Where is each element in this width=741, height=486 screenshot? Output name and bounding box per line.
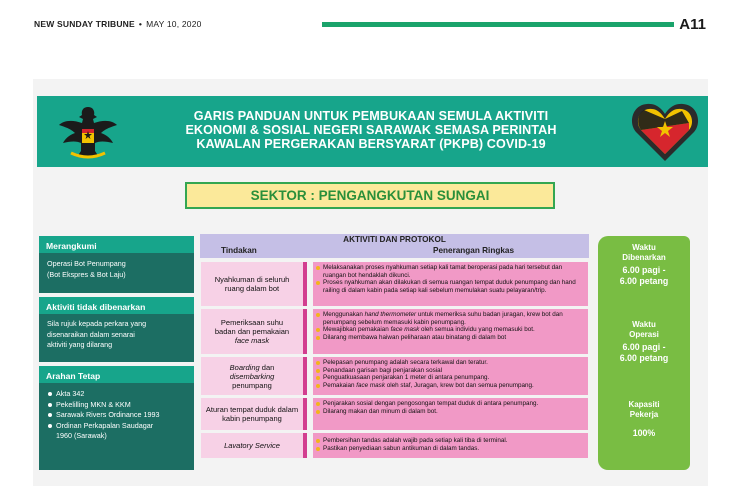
- tidak-dibenarkan-body: [39, 314, 194, 362]
- penerangan-bullet: Penjarakan sosial dengan pengosongan tempat duduk di antara penumpang.: [316, 400, 584, 408]
- penerangan-bullet: Pembersihan tandas adalah wajib pada setiap kali tiba di terminal.: [316, 437, 584, 445]
- banner-title: [140, 109, 602, 151]
- banner-title-line-1: GARIS PANDUAN UNTUK PEMBUKAAN SEMULA AKTIVITI: [193, 109, 549, 123]
- penerangan-bullet: Penguatkuasaan penjarakan 1 meter di antara penumpang.: [316, 374, 584, 382]
- waktu-dibenarkan-label: Waktu Dibenarkan: [622, 243, 666, 262]
- kapasiti-block: [598, 400, 690, 439]
- merangkumi-box: [39, 236, 194, 293]
- table-row: [200, 397, 589, 431]
- tindakan-cell: Lavatory Service: [201, 433, 307, 458]
- operating-info-panel: [598, 236, 690, 470]
- penerangan-cell: [313, 262, 588, 306]
- penerangan-bullet: Mewajibkan pemakaian face mask oleh semua individu yang memasuki bot.: [316, 326, 584, 334]
- sarawak-coat-of-arms-icon: [57, 101, 119, 163]
- penerangan-bullet: Dilarang membawa haiwan peliharaan atau binatang di dalam bot: [316, 334, 584, 342]
- penerangan-bullet: Penandaan garisan bagi penjarakan sosial: [316, 367, 584, 375]
- sarawak-flag-heart-icon: [630, 99, 700, 165]
- sector-title: SEKTOR : PENGANGKUTAN SUNGAI: [185, 182, 555, 209]
- table-row: [200, 308, 589, 355]
- table-row: [200, 261, 589, 307]
- waktu-dibenarkan-value: 6.00 pagi - 6.00 petang: [619, 265, 669, 286]
- penerangan-bullet: Pemakaian face mask oleh staf, Juragan, krew bot dan semua penumpang.: [316, 382, 584, 390]
- merangkumi-body: [39, 253, 194, 293]
- column-header-tindakan: Tindakan: [221, 246, 257, 255]
- penerangan-bullet: Proses nyahkuman akan dilakukan di semua ruangan tempat duduk penumpang dan hand railing di dalam kabin pada setiap kali sebelum memulakan suatu pelayaran/trip.: [316, 279, 584, 294]
- masthead: [34, 16, 706, 40]
- newspaper-name: [34, 19, 202, 29]
- kapasiti-label: Kapasiti Pekerja: [628, 400, 660, 419]
- merangkumi-line: (Bot Ekspres & Bot Laju): [47, 269, 126, 279]
- tidak-dibenarkan-line: aktiviti yang dilarang: [47, 340, 113, 350]
- arahan-tetap-item: Akta 342: [47, 389, 186, 400]
- arahan-tetap-body: [39, 383, 194, 470]
- arahan-tetap-item: Ordinan Perkapalan Saudagar 1960 (Sarawak): [47, 421, 186, 442]
- masthead-separator: •: [138, 19, 143, 29]
- masthead-green-bar: [322, 22, 674, 27]
- waktu-operasi-label: Waktu Operasi: [629, 320, 659, 339]
- tindakan-cell: Nyahkuman di seluruh ruang dalam bot: [201, 262, 307, 306]
- penerangan-bullet: Menggunakan hand thermometer untuk memeriksa suhu badan juragan, krew bot dan penumpang sebelum memasuki kabin penumpang.: [316, 311, 584, 326]
- tidak-dibenarkan-line: disenaraikan dalam senarai: [47, 329, 135, 339]
- tindakan-cell: Aturan tempat duduk dalam kabin penumpang: [201, 398, 307, 430]
- arahan-tetap-heading: Arahan Tetap: [39, 366, 194, 383]
- page-number: A11: [679, 16, 706, 33]
- table-row: [200, 356, 589, 396]
- penerangan-bullet: Pelepasan penumpang adalah secara terkawal dan teratur.: [316, 359, 584, 367]
- banner-title-line-2: EKONOMI & SOSIAL NEGERI SARAWAK SEMASA PERINTAH: [185, 123, 557, 137]
- arahan-tetap-item: Pekelilling MKN & KKM: [47, 400, 186, 411]
- penerangan-bullet: Melaksanakan proses nyahkuman setiap kali tamat beroperasi pada hari tersebut dan ruangan bot hendaklah dikunci.: [316, 264, 584, 279]
- waktu-dibenarkan-block: [598, 243, 690, 286]
- protocol-table-header: [200, 234, 589, 258]
- arahan-tetap-box: [39, 366, 194, 470]
- kapasiti-value: 100%: [632, 428, 656, 438]
- arahan-tetap-item: Sarawak Rivers Ordinance 1993: [47, 410, 186, 421]
- tindakan-cell: Pemeriksaan suhu badan dan pemakaian face mask: [201, 309, 307, 354]
- penerangan-cell: [313, 357, 588, 395]
- waktu-operasi-block: [598, 320, 690, 363]
- column-header-penerangan: Penerangan Ringkas: [433, 246, 514, 255]
- waktu-operasi-value: 6.00 pagi - 6.00 petang: [619, 342, 669, 363]
- table-row: [200, 432, 589, 459]
- penerangan-cell: [313, 433, 588, 458]
- penerangan-cell: [313, 309, 588, 354]
- tidak-dibenarkan-heading: Aktiviti tidak dibenarkan: [39, 297, 194, 314]
- penerangan-bullet: Dilarang makan dan minum di dalam bot.: [316, 408, 584, 416]
- penerangan-bullet: Pastikan penyediaan sabun antikuman di dalam tandas.: [316, 445, 584, 453]
- tindakan-cell: Boarding dan disembarking penumpang: [201, 357, 307, 395]
- protocol-table-title: AKTIVITI DAN PROTOKOL: [343, 235, 446, 244]
- tidak-dibenarkan-line: Sila rujuk kepada perkara yang: [47, 319, 147, 328]
- penerangan-cell: [313, 398, 588, 430]
- title-banner: [37, 96, 708, 167]
- tidak-dibenarkan-box: [39, 297, 194, 362]
- merangkumi-heading: Merangkumi: [39, 236, 194, 253]
- issue-date: MAY 10, 2020: [146, 19, 202, 29]
- newspaper-title: NEW SUNDAY TRIBUNE: [34, 19, 135, 29]
- banner-title-line-3: KAWALAN PERGERAKAN BERSYARAT (PKPB) COVID-19: [196, 137, 546, 151]
- merangkumi-line: Operasi Bot Penumpang: [47, 259, 126, 268]
